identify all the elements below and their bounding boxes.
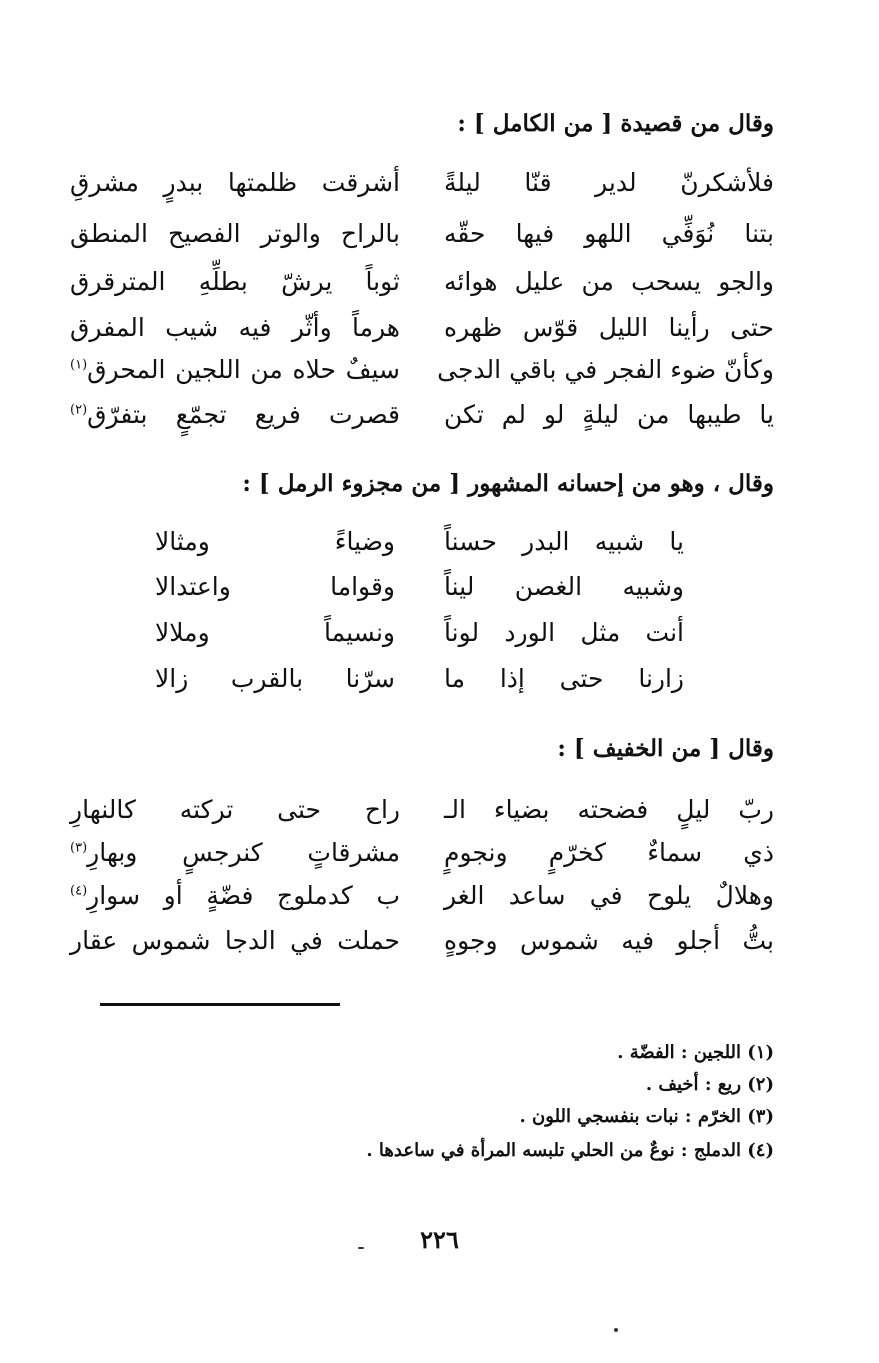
footnote-marker: (٤) (70, 883, 88, 899)
first-hemistich: وكأنّ ضوء الفجر في باقي الدجى (437, 355, 774, 384)
first-hemistich: ذي سماءٌ كخرّمٍ ونجومٍ (444, 838, 774, 867)
first-hemistich: يا شبيه البدر حسناً (444, 527, 684, 556)
first-hemistich: يا طيبها من ليلةٍ لو لم تكن (444, 400, 774, 429)
poem-intro-3: وقال [ من الخفيف ] : (557, 735, 774, 762)
scan-speck (358, 1247, 364, 1249)
first-hemistich: وشبيه الغصن ليناً (444, 572, 684, 601)
first-hemistich: بتُّ أجلو فيه شموس وجوهٍ (444, 926, 774, 955)
hemistich-text: ب كدملوج فضّةٍ أو سوارِ (87, 881, 400, 910)
second-hemistich: راح حتى تركته كالنهارِ (70, 795, 400, 824)
verse-line (70, 618, 774, 664)
verse-line (70, 572, 774, 618)
second-hemistich: وقواما واعتدالا (155, 572, 395, 601)
footnote-marker: (٣) (70, 840, 88, 856)
verse-line (70, 219, 774, 265)
second-hemistich: أشرقت ظلمتها ببدرٍ مشرقِ (70, 168, 400, 197)
first-hemistich: بتنا نُوَفِّي اللهو فيها حقّه (444, 219, 774, 248)
first-hemistich: وهلالٌ يلوح في ساعد الغر (444, 881, 774, 910)
verse-line (70, 168, 774, 214)
first-hemistich: أنت مثل الورد لوناً (444, 618, 684, 647)
verse-line (70, 881, 774, 927)
footnote-1: (١) اللجين : الفضّة . (617, 1042, 774, 1063)
footnote-2: (٢) ريع : أخيف . (645, 1074, 774, 1095)
footnote-3: (٣) الخرّم : نبات بنفسجي اللون . (519, 1106, 774, 1127)
footnote-4: (٤) الدملج : نوعٌ من الحلي تلبسه المرأة في ساعدها . (366, 1140, 774, 1161)
first-hemistich: ربّ ليلٍ فضحته بضياء الـ (444, 795, 774, 824)
verse-line (70, 838, 774, 884)
page-number: ٢٢٦ (420, 1225, 459, 1254)
verse-line (70, 313, 774, 359)
poem-intro-1: وقال من قصيدة [ من الكامل ] : (457, 110, 774, 137)
footnote-separator (100, 1003, 340, 1006)
verse-line (70, 267, 774, 313)
verse-line (70, 527, 774, 573)
verse-line (70, 795, 774, 841)
verse-line (70, 664, 774, 710)
verse-line (70, 926, 774, 972)
first-hemistich: حتى رأينا الليل قوّس ظهره (444, 313, 774, 342)
second-hemistich (70, 355, 400, 384)
hemistich-text: قصرت فريع تجمّعٍ بتفرّق (87, 400, 400, 429)
first-hemistich: والجو يسحب من عليل هوائه (444, 267, 774, 296)
first-hemistich: زارنا حتى إذا ما (444, 664, 684, 693)
second-hemistich: سرّنا بالقرب زالا (155, 664, 395, 693)
second-hemistich: حملت في الدجا شموس عقار (70, 926, 400, 955)
footnote-marker: (١) (70, 357, 88, 373)
scan-speck (614, 1328, 618, 1332)
footnote-marker: (٢) (70, 402, 88, 418)
hemistich-text: سيفٌ حلاه من اللجين المحرق (87, 355, 400, 384)
second-hemistich (70, 881, 400, 910)
second-hemistich (70, 838, 400, 867)
hemistich-text: مشرقاتٍ كنرجسٍ وبهارِ (87, 838, 400, 867)
second-hemistich (70, 400, 400, 429)
verse-line (70, 355, 774, 401)
first-hemistich: فلأشكرنّ لدير قنّا ليلةً (444, 168, 774, 197)
poem-intro-2: وقال ، وهو من إحسانه المشهور [ من مجزوء الرمل ] : (242, 470, 774, 497)
second-hemistich: وضياءً ومثالا (155, 527, 395, 556)
second-hemistich: بالراح والوتر الفصيح المنطق (70, 219, 400, 248)
second-hemistich: ثوباً يرشّ بطلِّهِ المترقرق (70, 267, 400, 296)
second-hemistich: ونسيماً وملالا (155, 618, 395, 647)
second-hemistich: هرماً وأثّر فيه شيب المفرق (70, 313, 400, 342)
verse-line (70, 400, 774, 446)
